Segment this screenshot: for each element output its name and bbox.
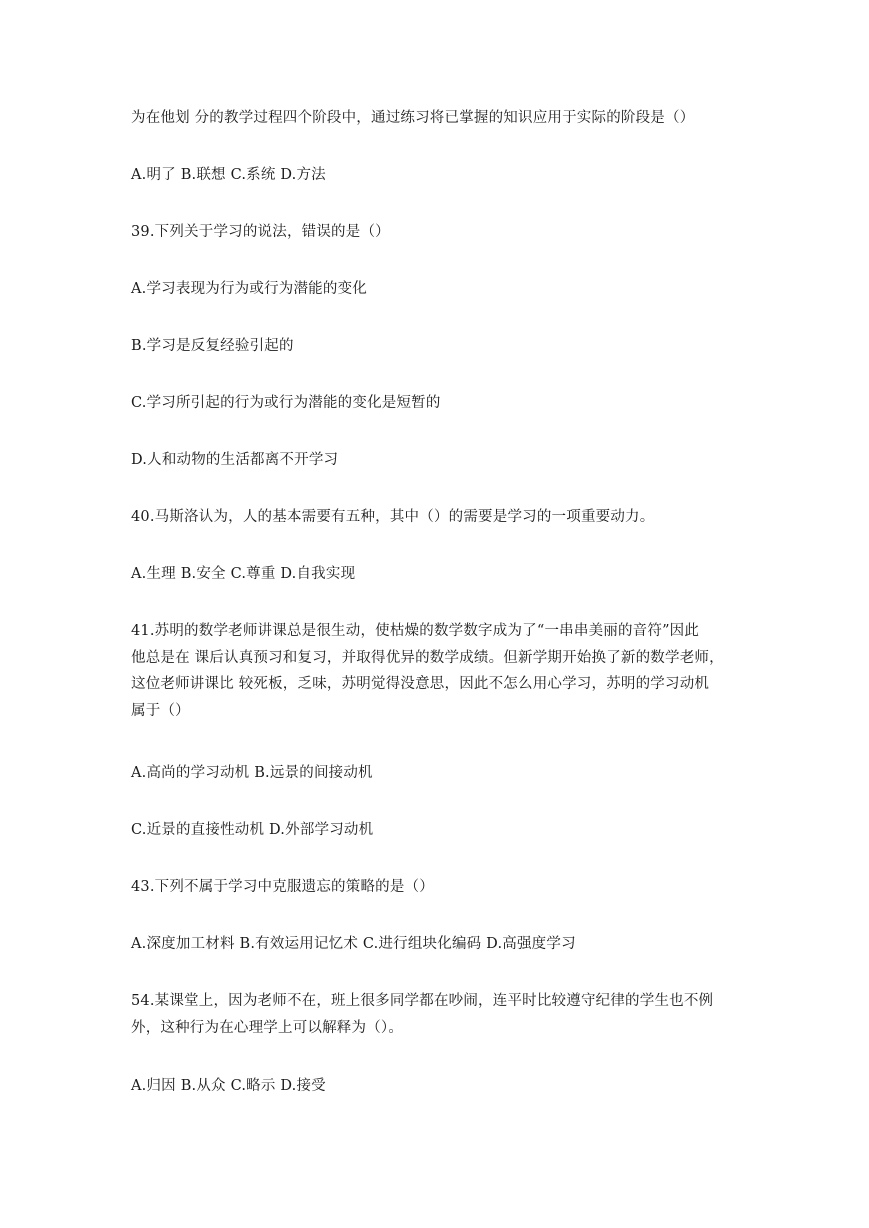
- question-39-option-a: A.学习表现为行为或行为潜能的变化: [131, 281, 367, 297]
- question-41-options-ab: A.高尚的学习动机 B.远景的间接动机: [131, 765, 373, 781]
- question-54-stem: [131, 988, 741, 1041]
- question-43-stem: 43.下列不属于学习中克服遗忘的策略的是（）: [131, 879, 434, 895]
- question-54-options: A.归因 B.从众 C.略示 D.接受: [131, 1078, 326, 1094]
- question-41-line-1: 41.苏明的数学老师讲课总是很生动，使枯燥的数学数字成为了“一串串美丽的音符”因此: [131, 623, 700, 639]
- question-39-option-d: D.人和动物的生活都离不开学习: [131, 452, 339, 468]
- question-41-line-2: 他总是在 课后认真预习和复习，并取得优异的数学成绩。但新学期开始换了新的数学老师，: [131, 649, 724, 666]
- question-38-stem: 为在他划 分的教学过程四个阶段中，通过练习将已掌握的知识应用于实际的阶段是（）: [131, 110, 695, 126]
- question-38-options: A.明了 B.联想 C.系统 D.方法: [131, 167, 326, 183]
- question-41-line-4: 属于（）: [131, 702, 190, 719]
- question-39-option-c: C.学习所引起的行为或行为潜能的变化是短暂的: [131, 395, 441, 411]
- question-40-options: A.生理 B.安全 C.尊重 D.自我实现: [131, 566, 356, 582]
- question-39-stem: 39.下列关于学习的说法，错误的是（）: [131, 224, 390, 240]
- question-39-option-b: B.学习是反复经验引起的: [131, 338, 294, 354]
- question-41-options-cd: C.近景的直接性动机 D.外部学习动机: [131, 822, 374, 838]
- question-41-line-3: 这位老师讲课比 较死板，乏味，苏明觉得没意思，因此不怎么用心学习，苏明的学习动机: [131, 676, 710, 692]
- question-54-line-2: 外，这种行为在心理学上可以解释为（）。: [131, 1019, 404, 1036]
- question-43-options: A.深度加工材料 B.有效运用记忆术 C.进行组块化编码 D.高强度学习: [131, 936, 576, 952]
- question-41-stem: [131, 618, 741, 724]
- question-40-stem: 40.马斯洛认为，人的基本需要有五种，其中（）的需要是学习的一项重要动力。: [131, 509, 655, 525]
- question-54-line-1: 54.某课堂上，因为老师不在，班上很多同学都在吵闹，连平时比较遵守纪律的学生也不例: [131, 993, 714, 1009]
